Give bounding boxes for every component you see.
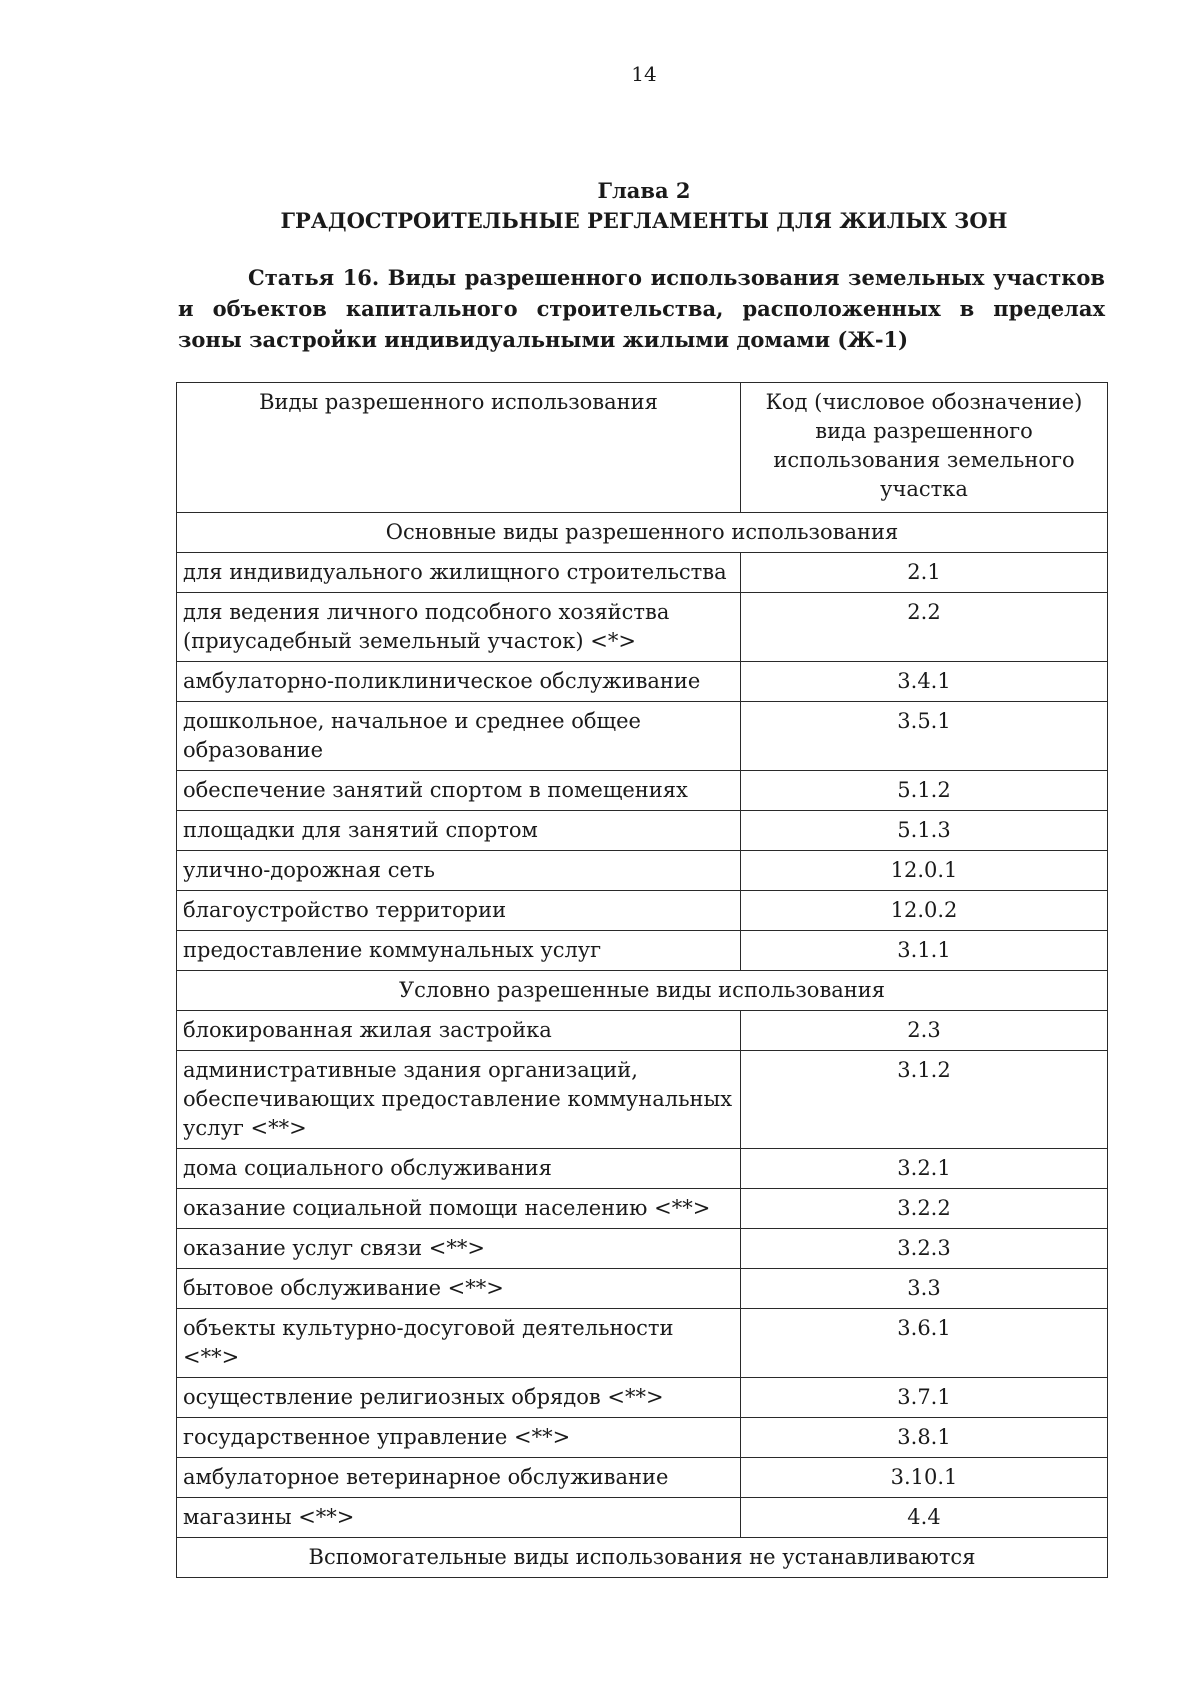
- row-code: 2.1: [741, 553, 1108, 593]
- table-row: [177, 811, 1108, 851]
- row-code: 5.1.3: [741, 811, 1108, 851]
- row-code: 3.2.2: [741, 1189, 1108, 1229]
- table-row: [177, 1269, 1108, 1309]
- row-kind: предоставление коммунальных услуг: [177, 931, 741, 971]
- table-row: [177, 931, 1108, 971]
- chapter-heading: [0, 176, 1200, 236]
- row-kind: осуществление религиозных обрядов <**>: [177, 1378, 741, 1418]
- row-code: 3.5.1: [741, 702, 1108, 771]
- table-row: [177, 891, 1108, 931]
- row-kind: оказание услуг связи <**>: [177, 1229, 741, 1269]
- table-row: [177, 1498, 1108, 1538]
- row-kind: магазины <**>: [177, 1498, 741, 1538]
- row-code: 2.3: [741, 1011, 1108, 1051]
- table-row: [177, 1418, 1108, 1458]
- section-row-auxiliary: [177, 1538, 1108, 1578]
- row-code: 3.8.1: [741, 1418, 1108, 1458]
- page-number: 14: [631, 62, 657, 86]
- row-code: 3.1.2: [741, 1051, 1108, 1149]
- row-kind: дома социального обслуживания: [177, 1149, 741, 1189]
- row-kind: бытовое обслуживание <**>: [177, 1269, 741, 1309]
- section-auxiliary: Вспомогательные виды использования не устанавливаются: [177, 1538, 1108, 1578]
- table-row: [177, 771, 1108, 811]
- table-row: [177, 1458, 1108, 1498]
- row-kind: площадки для занятий спортом: [177, 811, 741, 851]
- table-row: [177, 1051, 1108, 1149]
- table-row: [177, 553, 1108, 593]
- table-row: [177, 1309, 1108, 1378]
- row-code: 5.1.2: [741, 771, 1108, 811]
- row-code: 3.7.1: [741, 1378, 1108, 1418]
- header-kind: Виды разрешенного использования: [177, 383, 741, 513]
- row-code: 3.1.1: [741, 931, 1108, 971]
- table-row: [177, 662, 1108, 702]
- row-kind: благоустройство территории: [177, 891, 741, 931]
- row-code: 3.10.1: [741, 1458, 1108, 1498]
- row-code: 3.2.1: [741, 1149, 1108, 1189]
- row-code: 3.2.3: [741, 1229, 1108, 1269]
- row-code: 3.6.1: [741, 1309, 1108, 1378]
- row-kind: государственное управление <**>: [177, 1418, 741, 1458]
- row-kind: оказание социальной помощи населению <**>: [177, 1189, 741, 1229]
- row-kind: амбулаторно-поликлиническое обслуживание: [177, 662, 741, 702]
- land-use-table: [176, 382, 1108, 1578]
- row-code: 12.0.1: [741, 851, 1108, 891]
- section-row-conditional: [177, 971, 1108, 1011]
- row-kind: объекты культурно-досуговой деятельности <**>: [177, 1309, 741, 1378]
- article-heading: Статья 16. Виды разрешенного использования земельных участков и объектов капитального строительства, расположенных в пределах зоны застройки индивидуальными жилыми домами (Ж-1): [178, 265, 1105, 352]
- row-code: 3.3: [741, 1269, 1108, 1309]
- row-kind: для ведения личного подсобного хозяйства (приусадебный земельный участок) <*>: [177, 593, 741, 662]
- section-conditional: Условно разрешенные виды использования: [177, 971, 1108, 1011]
- row-kind: для индивидуального жилищного строительства: [177, 553, 741, 593]
- row-kind: административные здания организаций, обеспечивающих предоставление коммунальных услуг <**>: [177, 1051, 741, 1149]
- row-kind: блокированная жилая застройка: [177, 1011, 741, 1051]
- table-row: [177, 1229, 1108, 1269]
- table-row: [177, 1149, 1108, 1189]
- row-code: 4.4: [741, 1498, 1108, 1538]
- row-code: 12.0.2: [741, 891, 1108, 931]
- table-header-row: [177, 383, 1108, 513]
- row-kind: улично-дорожная сеть: [177, 851, 741, 891]
- row-code: 3.4.1: [741, 662, 1108, 702]
- table-row: [177, 1378, 1108, 1418]
- section-row-main: [177, 513, 1108, 553]
- chapter-label: Глава 2: [597, 178, 691, 203]
- row-kind: дошкольное, начальное и среднее общее образование: [177, 702, 741, 771]
- chapter-title: ГРАДОСТРОИТЕЛЬНЫЕ РЕГЛАМЕНТЫ ДЛЯ ЖИЛЫХ ЗОН: [280, 208, 1008, 233]
- table-row: [177, 593, 1108, 662]
- table-row: [177, 1189, 1108, 1229]
- row-kind: обеспечение занятий спортом в помещениях: [177, 771, 741, 811]
- row-kind: амбулаторное ветеринарное обслуживание: [177, 1458, 741, 1498]
- header-code: Код (числовое обозначение) вида разрешенного использования земельного участка: [741, 383, 1108, 513]
- table-row: [177, 851, 1108, 891]
- section-main: Основные виды разрешенного использования: [177, 513, 1108, 553]
- row-code: 2.2: [741, 593, 1108, 662]
- table-row: [177, 1011, 1108, 1051]
- table-row: [177, 702, 1108, 771]
